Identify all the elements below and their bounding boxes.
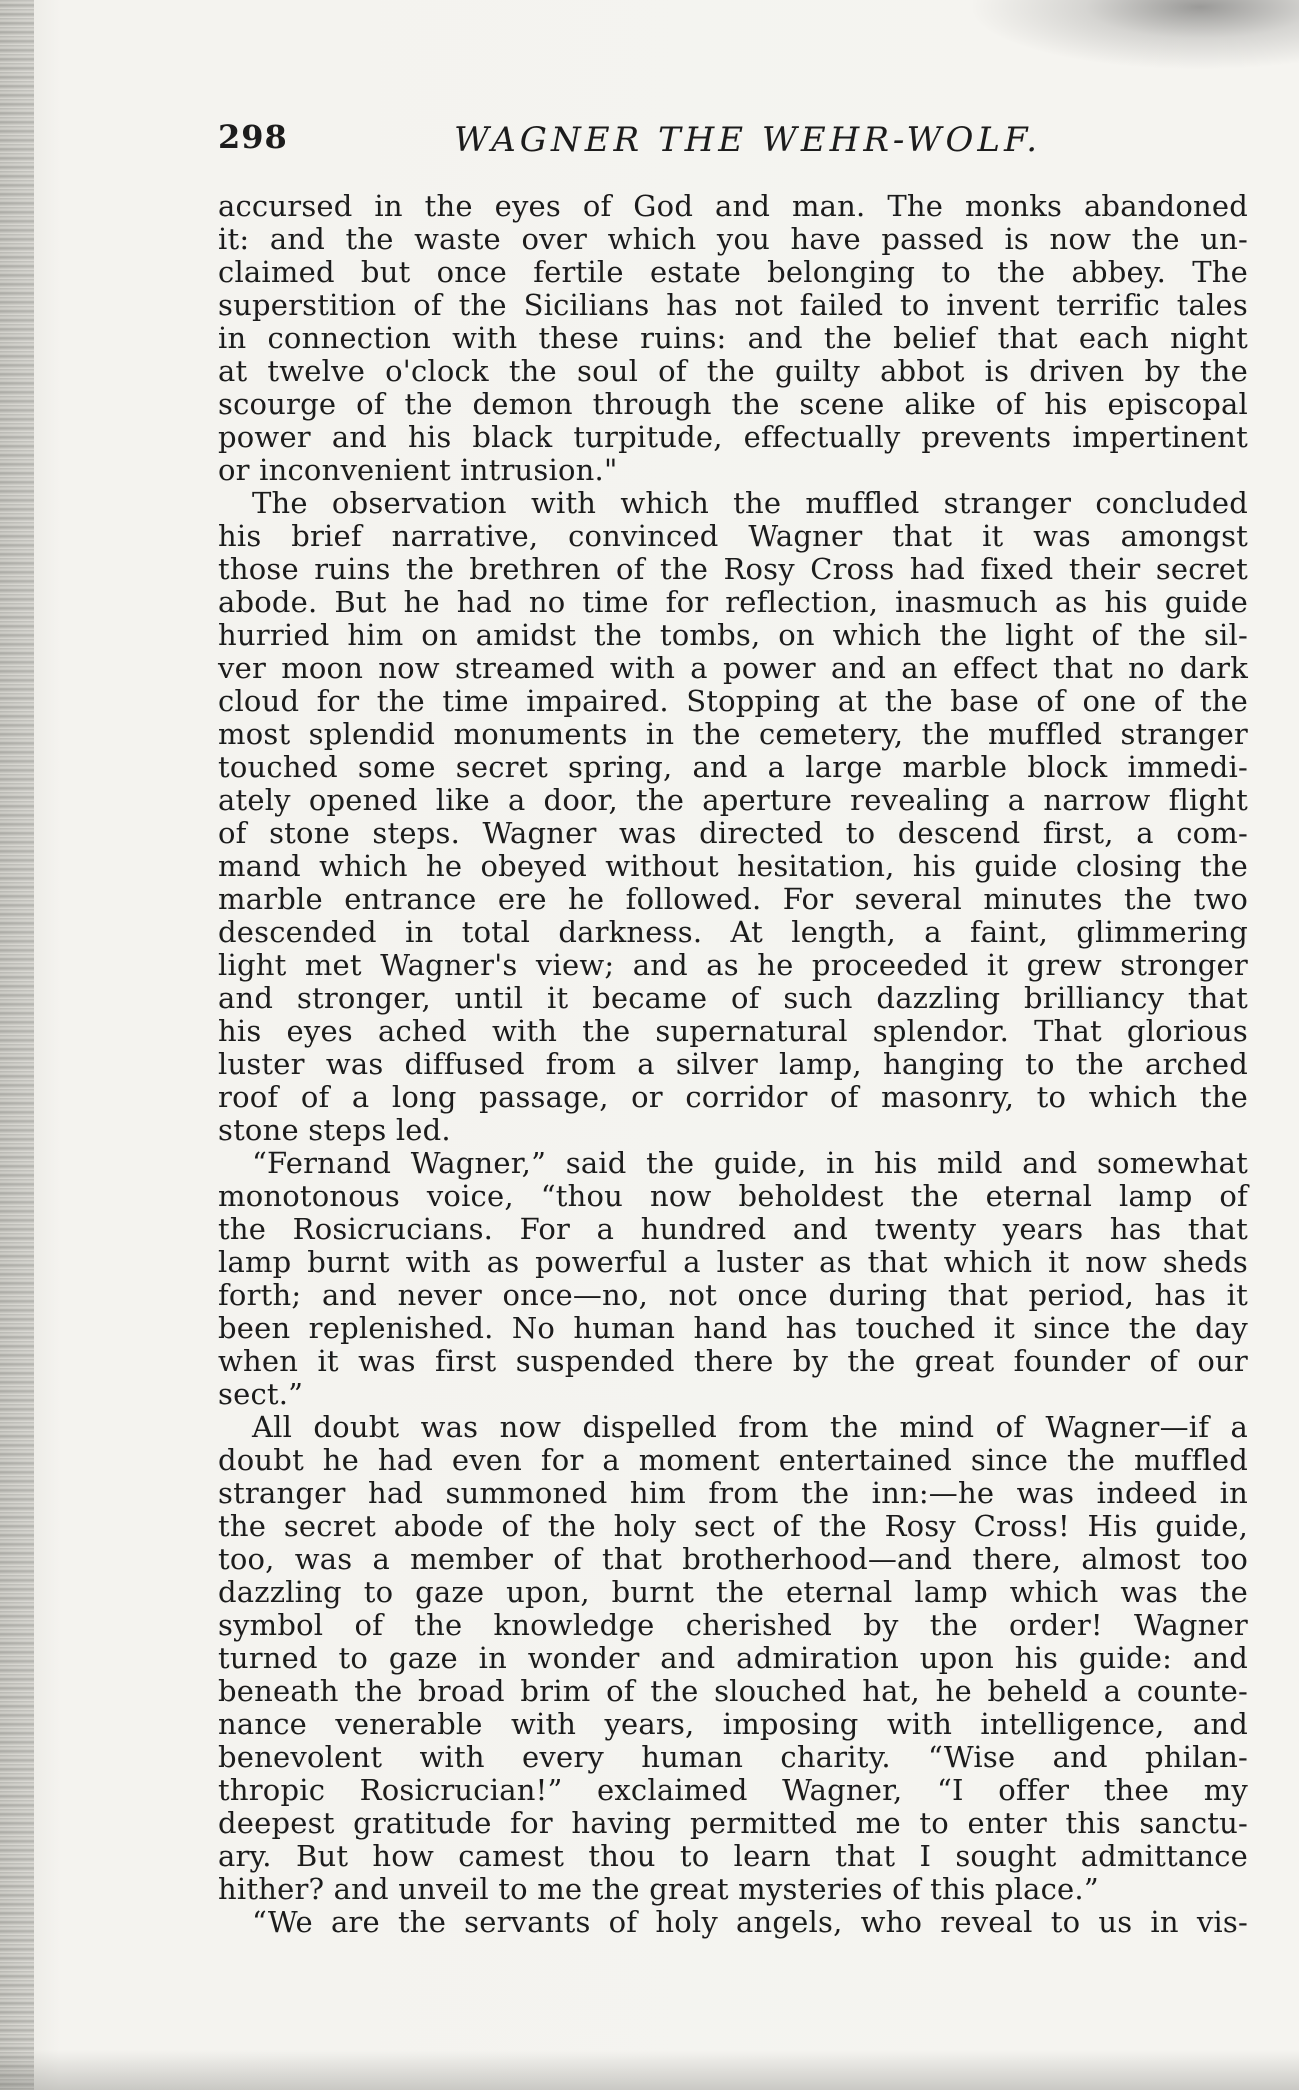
text-line: turned to gaze in wonder and admiration upon his guide: and [218, 1641, 1248, 1675]
text-line: ary. But how camest thou to learn that I sought admittance [218, 1839, 1248, 1873]
text-line: marble entrance ere he followed. For several minutes the two [218, 882, 1248, 916]
text-line: descended in total darkness. At length, a faint, glimmering [218, 915, 1248, 949]
text-line: too, was a member of that brotherhood—and there, almost too [218, 1542, 1248, 1576]
text-line: stranger had summoned him from the inn:—he was indeed in [218, 1476, 1248, 1510]
text-line: the Rosicrucians. For a hundred and twenty years has that [218, 1212, 1248, 1246]
text-line: “We are the servants of holy angels, who reveal to us in vis- [252, 1905, 1248, 1939]
text-line: accursed in the eyes of God and man. The monks abandoned [218, 189, 1248, 223]
text-line: roof of a long passage, or corridor of masonry, to which the [218, 1080, 1248, 1114]
text-line: abode. But he had no time for reflection, inasmuch as his guide [218, 585, 1248, 619]
text-line: hurried him on amidst the tombs, on which the light of the sil- [218, 618, 1248, 652]
text-line: cloud for the time impaired. Stopping at the base of one of the [218, 684, 1248, 718]
text-line: hither? and unveil to me the great mysteries of this place.” [218, 1872, 1099, 1906]
text-line: doubt he had even for a moment entertained since the muffled [218, 1443, 1248, 1477]
text-line: luster was diffused from a silver lamp, hanging to the arched [218, 1047, 1248, 1081]
text-line: the secret abode of the holy sect of the Rosy Cross! His guide, [218, 1509, 1248, 1543]
text-line: nance venerable with years, imposing with intelligence, and [218, 1707, 1248, 1741]
text-line: deepest gratitude for having permitted me to enter this sanctu- [218, 1806, 1248, 1840]
scan-shadow-bottom [0, 2050, 1299, 2090]
text-line: his eyes ached with the supernatural splendor. That glorious [218, 1014, 1248, 1048]
text-line: benevolent with every human charity. “Wise and philan- [218, 1740, 1248, 1774]
text-line: scourge of the demon through the scene alike of his episcopal [218, 387, 1248, 421]
scan-smudge-top [969, 0, 1299, 70]
text-line: when it was first suspended there by the great founder of our [218, 1344, 1248, 1378]
text-line: been replenished. No human hand has touched it since the day [218, 1311, 1248, 1345]
text-line: in connection with these ruins: and the belief that each night [218, 321, 1248, 355]
running-header [218, 112, 1248, 162]
text-line: his brief narrative, convinced Wagner that it was amongst [218, 519, 1248, 553]
text-line: or inconvenient intrusion." [218, 453, 618, 487]
text-line: stone steps led. [218, 1113, 451, 1147]
text-line: ver moon now streamed with a power and an effect that no dark [218, 651, 1248, 685]
text-line: touched some secret spring, and a large marble block immedi- [218, 750, 1248, 784]
text-line: mand which he obeyed without hesitation, his guide closing the [218, 849, 1248, 883]
text-line: The observation with which the muffled stranger concluded [252, 486, 1248, 520]
text-line: sect.” [218, 1377, 304, 1411]
text-line: lamp burnt with as powerful a luster as that which it now sheds [218, 1245, 1248, 1279]
text-line: monotonous voice, “thou now beholdest the eternal lamp of [218, 1179, 1248, 1213]
text-line: most splendid monuments in the cemetery, the muffled stranger [218, 717, 1248, 751]
text-line: power and his black turpitude, effectually prevents impertinent [218, 420, 1248, 454]
text-line: it: and the waste over which you have passed is now the un- [218, 222, 1248, 256]
text-line: forth; and never once—no, not once during that period, has it [218, 1278, 1248, 1312]
text-line: symbol of the knowledge cherished by the order! Wagner [218, 1608, 1248, 1642]
running-title: WAGNER THE WEHR-WOLF. [454, 120, 1042, 160]
text-line: ately opened like a door, the aperture revealing a narrow flight [218, 783, 1248, 817]
text-line: dazzling to gaze upon, burnt the eternal lamp which was the [218, 1575, 1248, 1609]
text-line: superstition of the Sicilians has not failed to invent terrific tales [218, 288, 1248, 322]
text-line: light met Wagner's view; and as he proceeded it grew stronger [218, 948, 1248, 982]
text-line: “Fernand Wagner,” said the guide, in his mild and somewhat [252, 1146, 1248, 1180]
page-number: 298 [218, 118, 288, 156]
text-line: of stone steps. Wagner was directed to descend first, a com- [218, 816, 1248, 850]
text-line: thropic Rosicrucian!” exclaimed Wagner, “I offer thee my [218, 1773, 1248, 1807]
text-line: beneath the broad brim of the slouched hat, he beheld a counte- [218, 1674, 1248, 1708]
text-line: All doubt was now dispelled from the mind of Wagner—if a [252, 1410, 1248, 1444]
body-text [218, 190, 1248, 1939]
page-binding-edge [0, 0, 34, 2090]
text-line: claimed but once fertile estate belonging to the abbey. The [218, 255, 1248, 289]
text-line: those ruins the brethren of the Rosy Cross had fixed their secret [218, 552, 1248, 586]
text-line: at twelve o'clock the soul of the guilty abbot is driven by the [218, 354, 1248, 388]
text-line: and stronger, until it became of such dazzling brilliancy that [218, 981, 1248, 1015]
